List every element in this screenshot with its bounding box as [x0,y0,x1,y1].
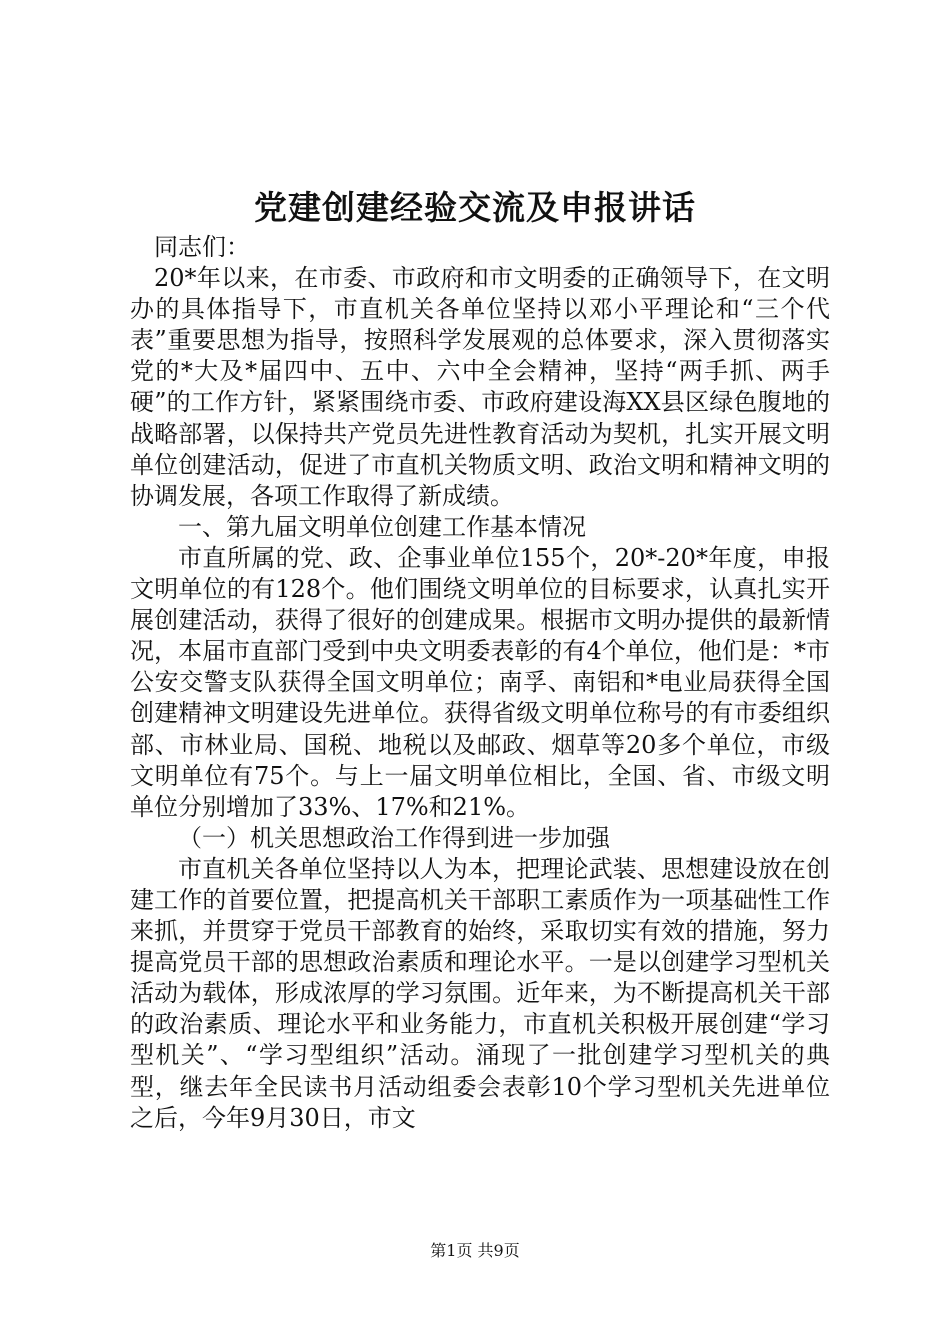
document-body [130,232,830,1134]
intro-paragraph: 20*年以来，在市委、市政府和市文明委的正确领导下，在文明办的具体指导下，市直机关各单位坚持以邓小平理论和“三个代表”重要思想为指导，按照科学发展观的总体要求，深入贯彻落实党的*大及*届四中、五中、六中全会精神，坚持“两手抓、两手硬”的工作方针，紧紧围绕市委、市政府建设海XX县区绿色腹地的战略部署，以保持共产党员先进性教育活动为契机，扎实开展文明单位创建活动，促进了市直机关物质文明、政治文明和精神文明的协调发展，各项工作取得了新成绩。 [130,264,830,510]
section-1-paragraph: 市直所属的党、政、企事业单位155个，20*-20*年度，申报文明单位的有128个。他们围绕文明单位的目标要求，认真扎实开展创建活动，获得了很好的创建成果。根据市文明办提供的最新情况，本届市直部门受到中央文明委表彰的有4个单位，他们是：*市公安交警支队获得全国文明单位；南孚、南铝和*电业局获得全国创建精神文明建设先进单位。获得省级文明单位称号的有市委组织部、市林业局、国税、地税以及邮政、烟草等20多个单位，市级文明单位有75个。与上一届文明单位相比，全国、省、市级文明单位分别增加了33%、17%和21%。 [130,543,830,821]
section-heading-1: 一、第九届文明单位创建工作基本情况 [178,512,586,541]
salutation-paragraph: 同志们： [154,233,250,261]
subsection-heading-1: （一）机关思想政治工作得到进一步加强 [178,823,610,852]
page-number-footer: 第1页 共9页 [430,1241,520,1260]
document-title: 党建创建经验交流及申报讲话 [254,188,696,227]
subsection-1-paragraph: 市直机关各单位坚持以人为本，把理论武装、思想建设放在创建工作的首要位置，把提高机关干部职工素质作为一项基础性工作来抓，并贯穿于党员干部教育的始终，采取切实有效的措施，努力提高党员干部的思想政治素质和理论水平。一是以创建学习型机关活动为载体，形成浓厚的学习氛围。近年来，为不断提高机关干部的政治素质、理论水平和业务能力，市直机关积极开展创建“学习型机关”、“学习型组织”活动。涌现了一批创建学习型机关的典型，继去年全民读书月活动组委会表彰10个学习型机关先进单位之后，今年9月30日，市文 [130,854,830,1132]
